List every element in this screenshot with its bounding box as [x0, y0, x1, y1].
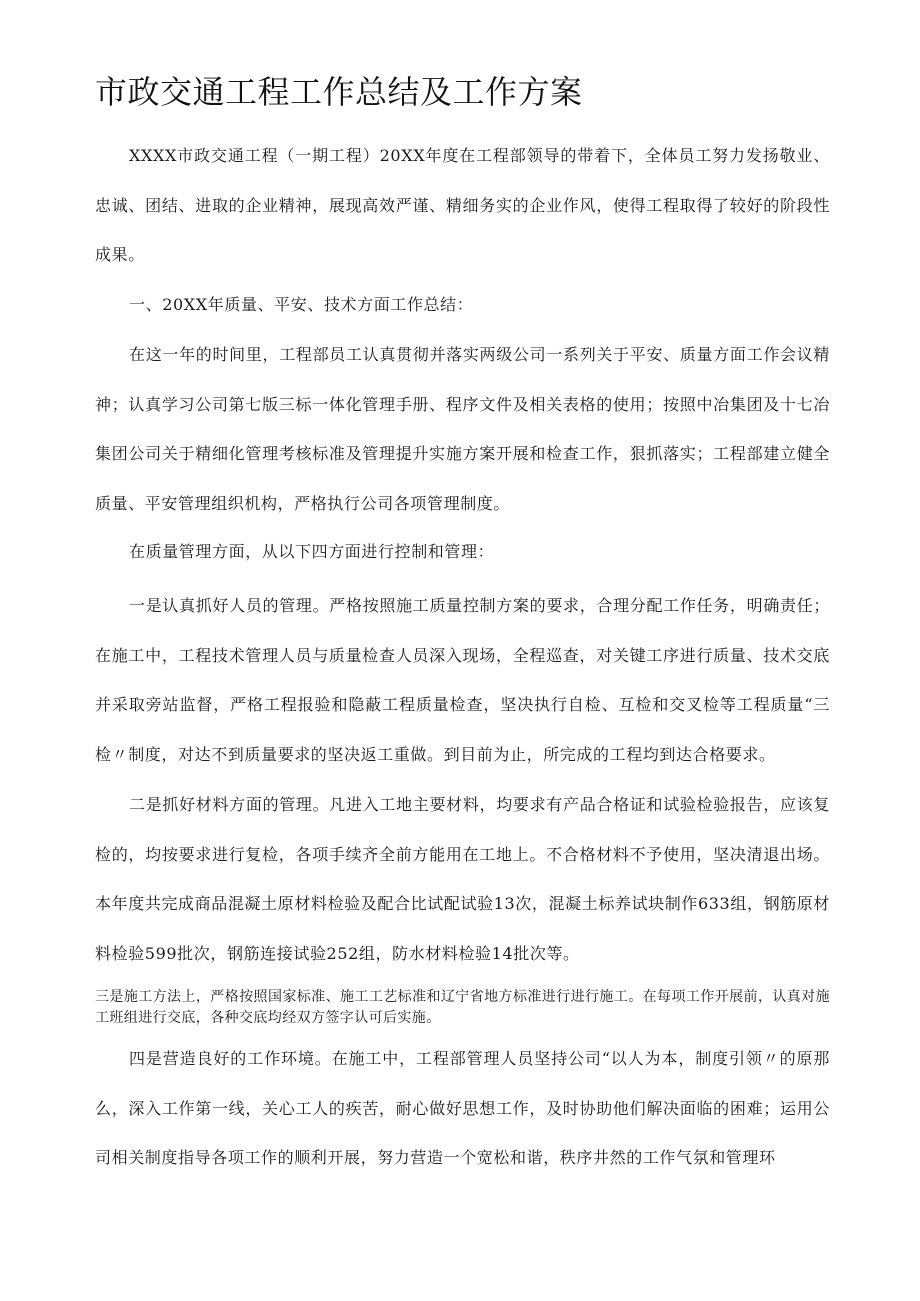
- construction-method-paragraph: 三是施工方法上，严格按照国家标准、施工工艺标准和辽宁省地方标准进行进行施工。在每项工作开展前，认真对施工班组进行交底，各种交底均经双方签字认可后实施。: [95, 989, 830, 1026]
- intro-paragraph: XXXX市政交通工程（一期工程）20XX年度在工程部领导的带着下，全体员工努力发扬敬业、忠诚、团结、进取的企业精神，展现高效严谨、精细务实的企业作风，使得工程取得了较好的阶段性成果。: [95, 146, 830, 264]
- section-heading: 一、20XX年质量、平安、技术方面工作总结：: [129, 295, 474, 314]
- quality-management-paragraph: 在质量管理方面，从以下四方面进行控制和管理：: [129, 542, 495, 561]
- page-title: 市政交通工程工作总结及工作方案: [95, 73, 583, 111]
- work-environment-paragraph: 四是营造良好的工作环境。在施工中，工程部管理人员坚持公司“以人为本，制度引领〃的原那么，深入工作第一线，关心工人的疾苦，耐心做好思想工作，及时协助他们解决面临的困难；运用公司相关制度指导各项工作的顺利开展，努力营造一个宽松和谐，秩序井然的工作气氛和管理环: [95, 1049, 830, 1167]
- work-summary-paragraph: 在这一年的时间里，工程部员工认真贯彻并落实两级公司一系列关于平安、质量方面工作会议精神；认真学习公司第七版三标一体化管理手册、程序文件及相关表格的使用；按照中冶集团及十七冶集团公司关于精细化管理考核标准及管理提升实施方案开展和检查工作，狠抓落实；工程部建立健全质量、平安管理组织机构，严格执行公司各项管理制度。: [95, 345, 830, 513]
- material-management-paragraph: 二是抓好材料方面的管理。凡进入工地主要材料，均要求有产品合格证和试验检验报告，应该复检的，均按要求进行复检，各项手续齐全前方能用在工地上。不合格材料不予使用，坚决清退出场。本年度共完成商品混凝土原材料检验及配合比试配试验13次，混凝土标养试块制作633组，钢筋原材料检验599批次，钢筋连接试验252组，防水材料检验14批次等。: [95, 795, 830, 963]
- personnel-management-paragraph: 一是认真抓好人员的管理。严格按照施工质量控制方案的要求，合理分配工作任务，明确责任；在施工中，工程技术管理人员与质量检查人员深入现场，全程巡查，对关键工序进行质量、技术交底并采取旁站监督，严格工程报验和隐蔽工程质量检查，坚决执行自检、互检和交叉检等工程质量“三检〃制度，对达不到质量要求的坚决返工重做。到目前为止，所完成的工程均到达合格要求。: [95, 596, 830, 764]
